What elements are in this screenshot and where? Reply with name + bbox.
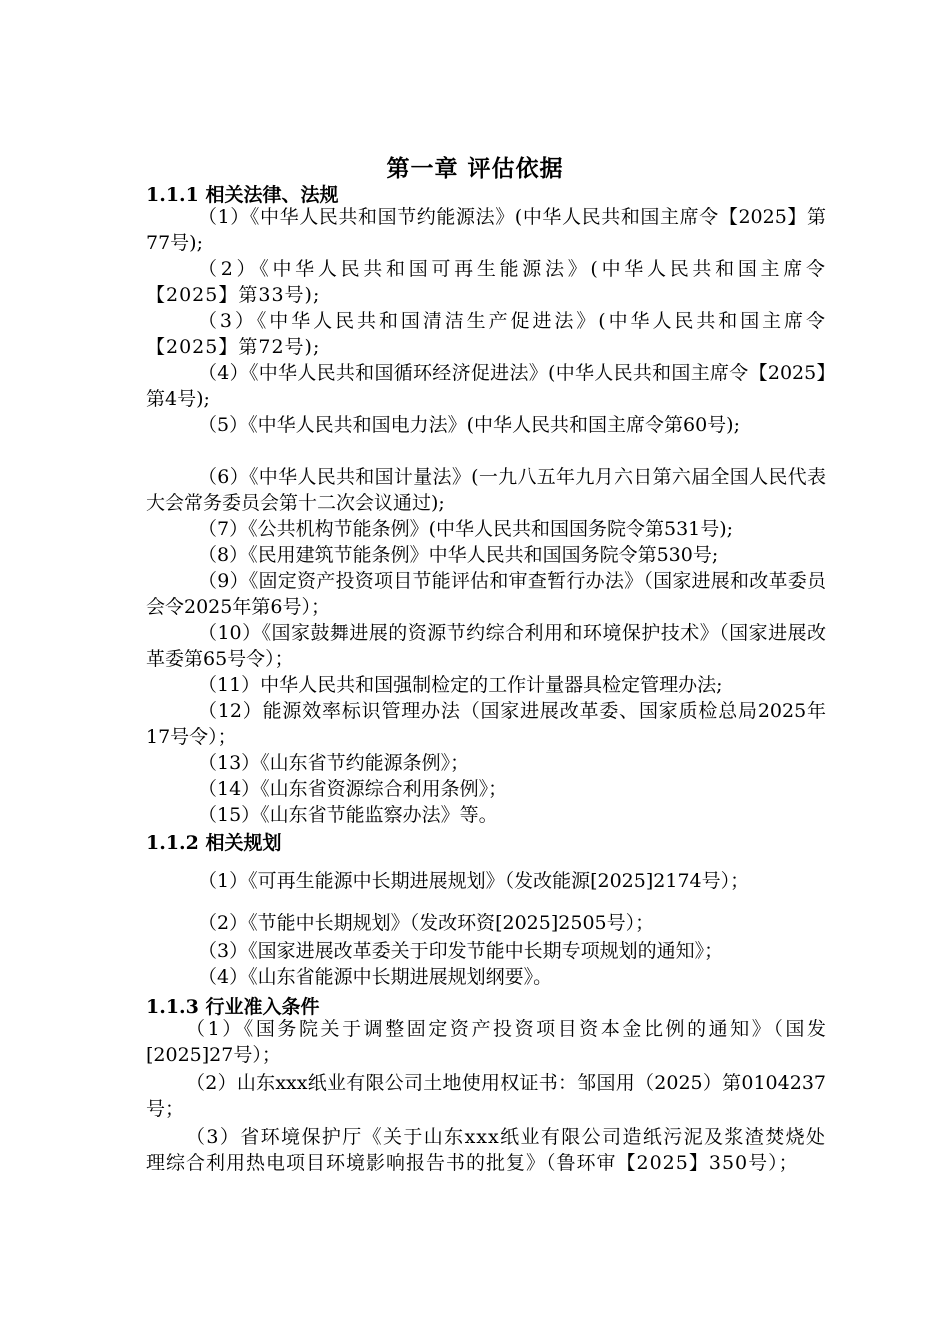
section-heading: 1.1.2 相关规划 xyxy=(146,832,282,854)
chapter-title: 第一章 评估依据 xyxy=(386,155,564,182)
list-item: （4）《山东省能源中长期进展规划纲要》。 xyxy=(198,966,553,988)
list-item: （10）《国家鼓舞进展的资源节约综合利用和环境保护技术》（国家进展改革委第65号令）； xyxy=(146,622,826,670)
list-item: （4）《中华人民共和国循环经济促进法》(中华人民共和国主席令【2025】第4号); xyxy=(146,362,826,410)
list-item: （3）省环境保护厅《关于山东xxx纸业有限公司造纸污泥及浆渣焚烧处理综合利用热电项目环境影响报告书的批复》（鲁环审【2025】350号）； xyxy=(146,1126,826,1174)
section-heading: 1.1.1 相关法律、法规 xyxy=(146,184,339,206)
list-item: （13）《山东省节约能源条例》； xyxy=(198,752,470,774)
list-item: （2）《中华人民共和国可再生能源法》(中华人民共和国主席令【2025】第33号); xyxy=(146,258,826,306)
list-item: （11）中华人民共和国强制检定的工作计量器具检定管理办法; xyxy=(198,674,723,696)
list-item: （14）《山东省资源综合利用条例》； xyxy=(198,778,508,800)
list-item: （12）能源效率标识管理办法（国家进展改革委、国家质检总局2025年17号令）； xyxy=(146,700,826,748)
list-item: （2）山东xxx纸业有限公司土地使用权证书：邹国用（2025）第0104237号； xyxy=(146,1072,826,1120)
list-item: （1）《国务院关于调整固定资产投资项目资本金比例的通知》（国发[2025]27号）； xyxy=(146,1018,826,1066)
list-item: （1）《中华人民共和国节约能源法》(中华人民共和国主席令【2025】第77号); xyxy=(146,206,826,254)
list-item: （5）《中华人民共和国电力法》(中华人民共和国主席令第60号); xyxy=(198,414,740,436)
list-item: （1）《可再生能源中长期进展规划》（发改能源[2025]2174号）； xyxy=(198,870,750,892)
section-heading: 1.1.3 行业准入条件 xyxy=(146,996,320,1018)
list-item: （15）《山东省节能监察办法》等。 xyxy=(198,804,498,826)
list-item: （8）《民用建筑节能条例》中华人民共和国国务院令第530号; xyxy=(198,544,719,566)
list-item: （3）《中华人民共和国清洁生产促进法》(中华人民共和国主席令【2025】第72号); xyxy=(146,310,826,358)
list-item: （2）《节能中长期规划》（发改环资[2025]2505号）； xyxy=(198,912,655,934)
list-item: （6）《中华人民共和国计量法》(一九八五年九月六日第六届全国人民代表大会常务委员会第十二次会议通过); xyxy=(146,466,826,514)
list-item: （7）《公共机构节能条例》(中华人民共和国国务院令第531号); xyxy=(198,518,734,540)
list-item: （9）《固定资产投资项目节能评估和审查暂行办法》（国家进展和改革委员会令2025年第6号）； xyxy=(146,570,826,618)
list-item: （3）《国家进展改革委关于印发节能中长期专项规划的通知》； xyxy=(198,940,724,962)
